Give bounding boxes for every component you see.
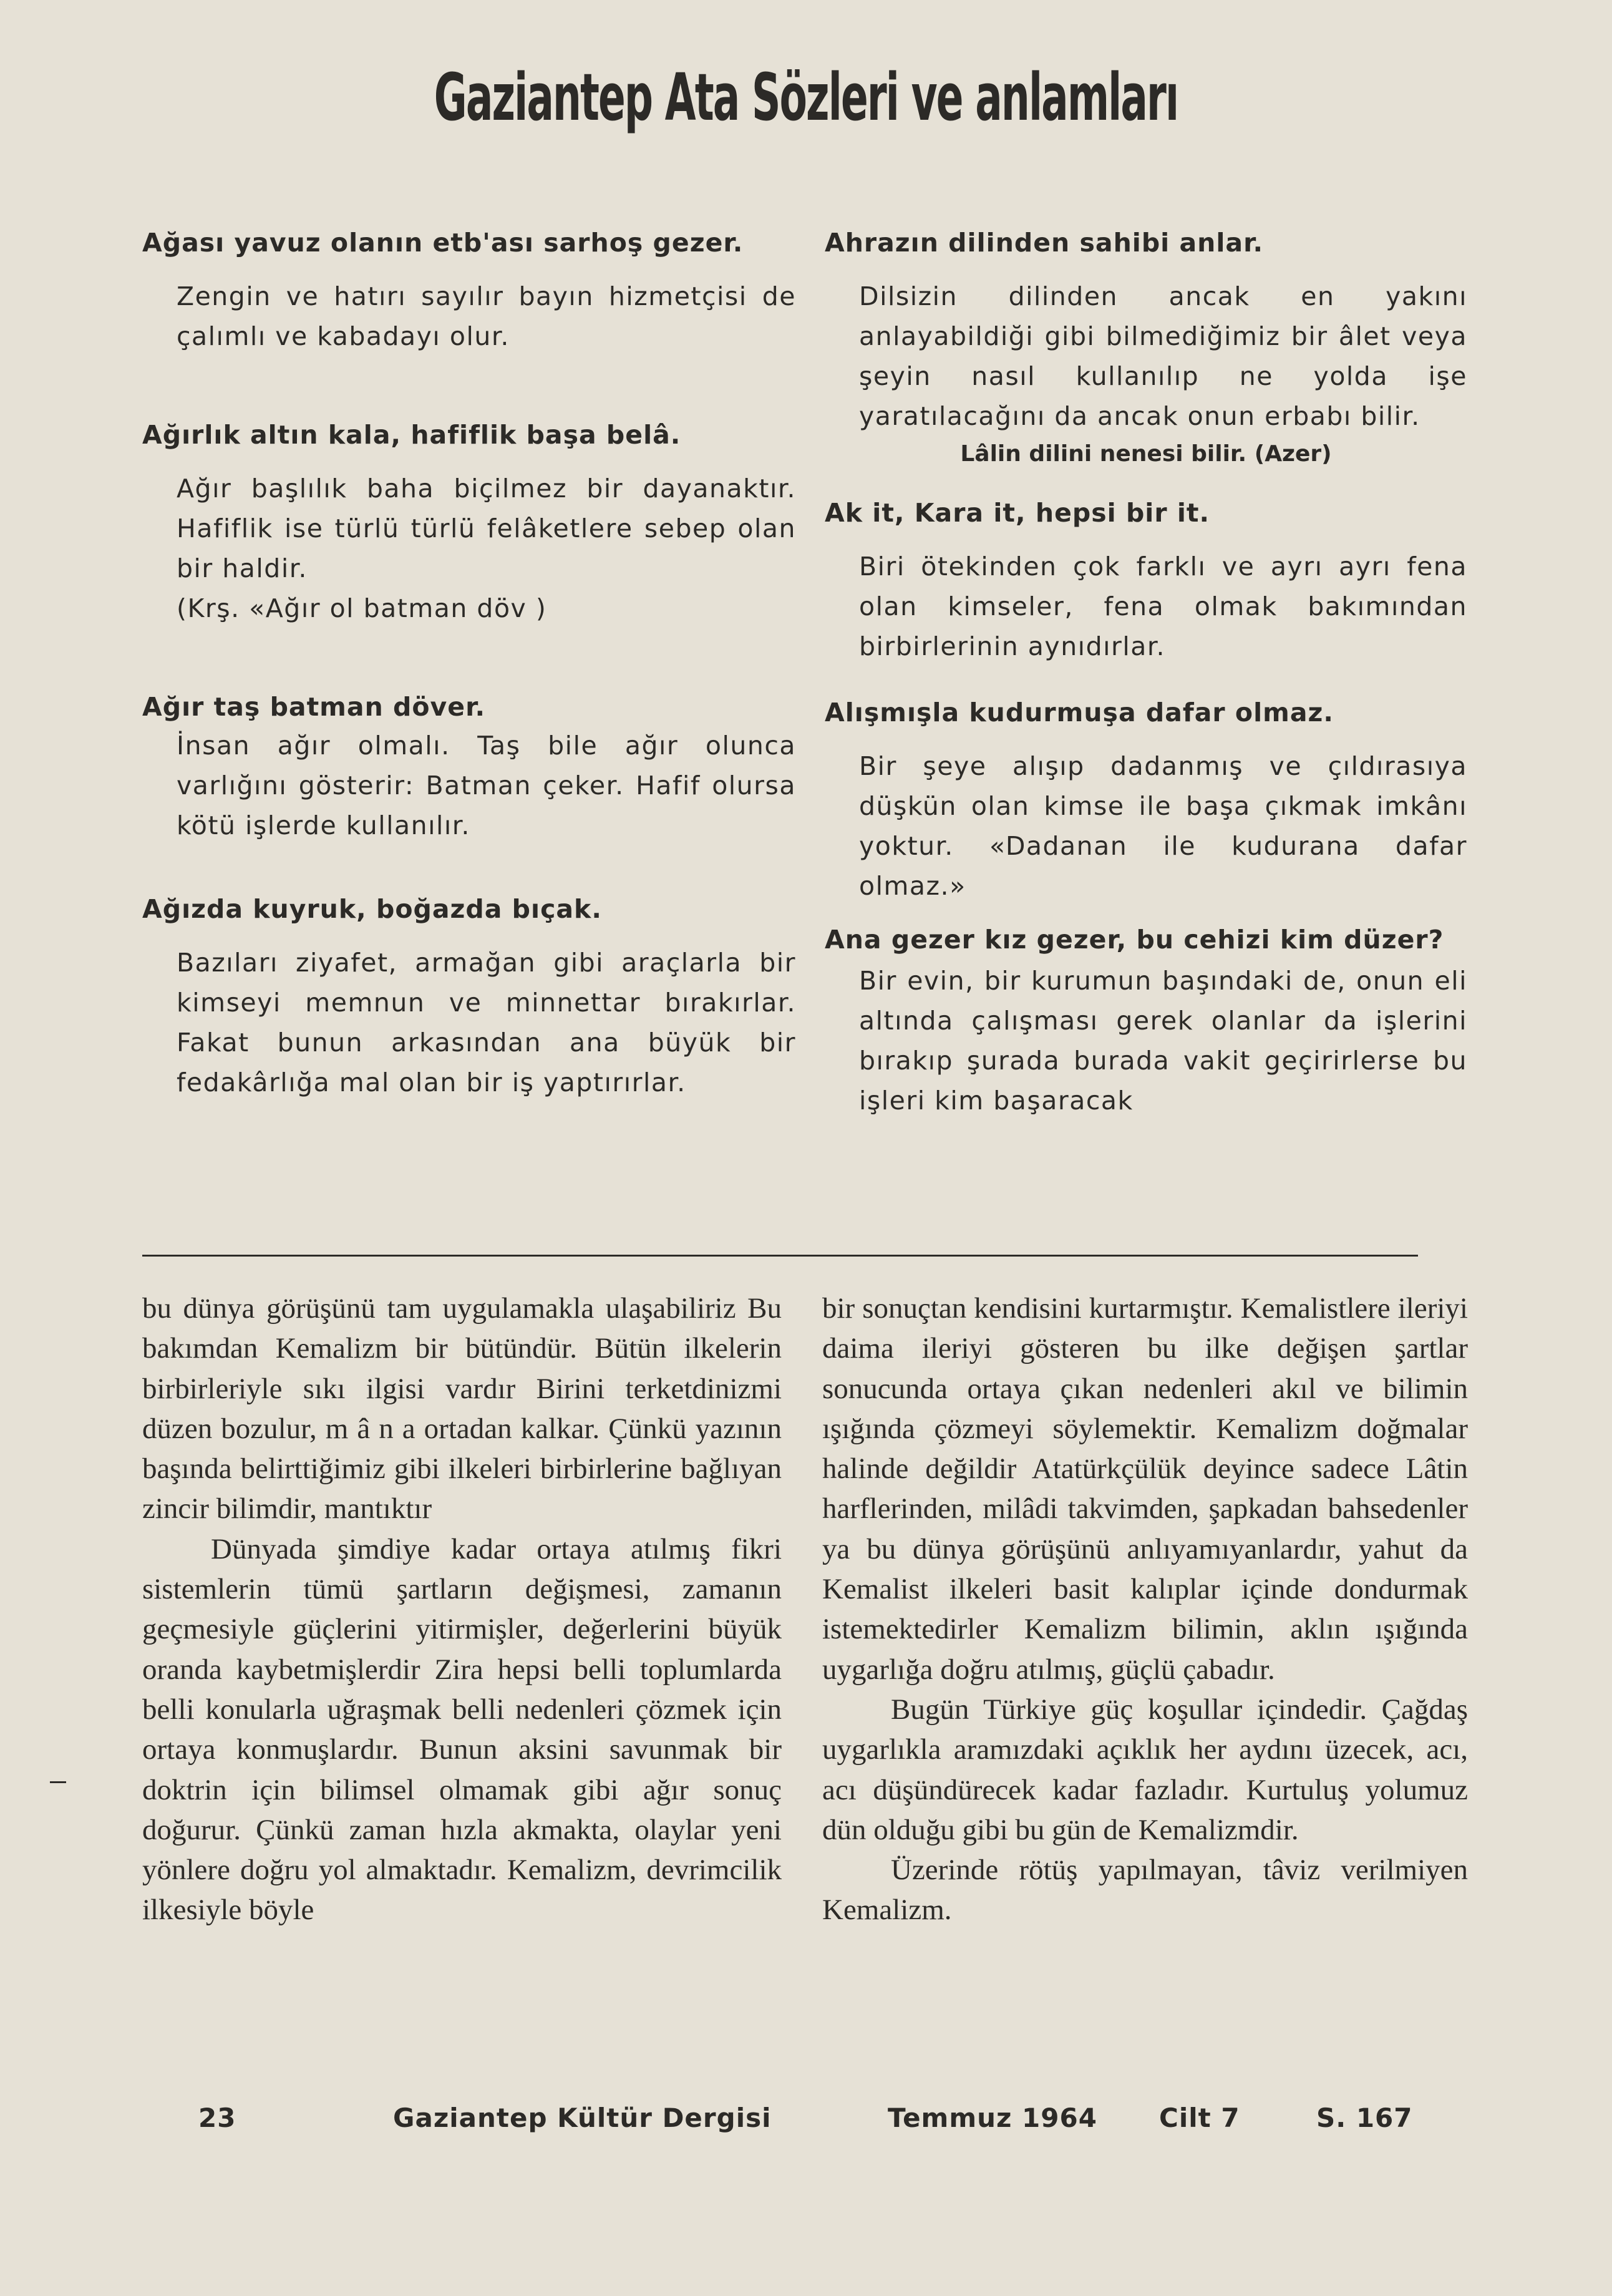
article-paragraph: bir sonuçtan kendisini kurtarmıştır. Kemalistlere ileriyi daima ileriyi gösteren bu ilke değişen şartlar sonucunda ortaya çıkan nedenleri akıl ve bilimin ışığında çözmeyi söylemektir. Kemalizm doğmalar halinde değildir Atatürkçülük deyince sadece Lâtin harflerinden, milâdi takvimden, şapkadan bahsedenler ya bu dünya görüşünü anlıyamıyanlardır, yahut da Kemalist ilkeleri basit kalıplar içinde dondurmak istemektedirler Kemalizm bilimin, aklın ışığında uygarlığa doğru atılmış, güçlü çabadır.: [822, 1292, 1468, 1686]
proverb-heading: Ağası yavuz olanın etb'ası sarhoş gezer.: [142, 228, 744, 258]
proverb-entry: [142, 692, 796, 845]
article-right-column: [822, 1288, 1468, 1930]
volume-number: Cilt 7: [1159, 2103, 1240, 2133]
issue-date: Temmuz 1964: [888, 2103, 1097, 2133]
proverb-entry: [142, 420, 796, 628]
proverb-meaning: İnsan ağır olmalı. Taş bile ağır olunca varlığını gösterir: Batman çeker. Hafif olursa kötü işlerde kullanılır.: [177, 731, 796, 840]
proverb-heading: Ak it, Kara it, hepsi bir it.: [825, 498, 1210, 528]
proverb-meaning: Bazıları ziyafet, armağan gibi araçlarla bir kimseyi memnun ve minnettar bırakırlar. Fakat bunun arkasından ana büyük bir fedakârlığa mal olan bir iş yaptırırlar.: [177, 948, 796, 1097]
article-left-column: [142, 1288, 782, 1930]
proverb-entry: [825, 228, 1467, 467]
proverb-heading: Alışmışla kudurmuşa dafar olmaz.: [825, 698, 1334, 727]
proverb-meaning: Bir evin, bir kurumun başındaki de, onun eli altında çalışması gerek olanlar da işlerini bırakıp şurada burada vakit geçirirlerse bu işleri kim başaracak: [859, 966, 1467, 1116]
margin-mark: [50, 1781, 66, 1783]
proverb-reference: Lâlin dilini nenesi bilir. (Azer): [960, 441, 1332, 467]
proverb-meaning: Dilsizin dilinden ancak en yakını anlayabildiği gibi bilmediğimiz bir âlet veya şeyin nasıl kullanılıp ne yolda işe yaratılacağını da ancak onun erbabı bilir.: [859, 281, 1467, 431]
proverbs-right-column: [825, 228, 1467, 1121]
proverb-heading: Ağır taş batman döver.: [142, 692, 486, 722]
proverb-entry: [142, 894, 796, 1102]
proverb-meaning: Zengin ve hatırı sayılır bayın hizmetçisi de çalımlı ve kabadayı olur.: [177, 281, 796, 351]
proverb-entry: [825, 925, 1467, 1121]
issue-number: S. 167: [1316, 2103, 1413, 2133]
proverb-meaning: Bir şeye alışıp dadanmış ve çıldırasıya düşkün olan kimse ile başa çıkmak imkânı yoktur. «Dadanan ile kudurana dafar olmaz.»: [859, 751, 1467, 901]
proverb-entry: [825, 698, 1467, 906]
proverb-meaning: Biri ötekinden çok farklı ve ayrı ayrı fena olan kimseler, fena olmak bakımından birbirlerinin aynıdırlar.: [859, 552, 1467, 661]
article-paragraph: Bugün Türkiye güç koşullar içindedir. Çağdaş uygarlıkla aramızdaki açıklık her aydını üzecek, acı, acı düşündürecek kadar fazladır. Kurtuluş yolumuz dün olduğu gibi bu gün de Kemalizmdir.: [822, 1693, 1468, 1846]
page-number: 23: [198, 2103, 236, 2133]
proverb-heading: Ağızda kuyruk, boğazda bıçak.: [142, 894, 602, 924]
proverb-cross-reference: (Krş. «Ağır ol batman döv ): [177, 593, 547, 623]
proverb-entry: [142, 228, 796, 356]
journal-name: Gaziantep Kültür Dergisi: [393, 2103, 772, 2133]
proverb-entry: [825, 498, 1467, 666]
proverb-heading: Ağırlık altın kala, hafiflik başa belâ.: [142, 420, 681, 450]
page-footer: [0, 2103, 1612, 2140]
proverb-heading: Ana gezer kız gezer, bu cehizi kim düzer?: [825, 925, 1444, 955]
article-paragraph: Dünyada şimdiye kadar ortaya atılmış fikri sistemlerin tümü şartların değişmesi, zamanın geçmesiyle güçlerini yitirmişler, değerlerini büyük oranda kaybetmişlerdir Zira hepsi belli toplumlarda belli konularla uğraşmak belli nedenleri çözmek için ortaya konmuşlardır. Bunun aksini savunmak bir doktrin için bilimsel olmamak gibi ağır sonuç doğurur. Çünkü zaman hızla akmakta, olaylar yeni yönlere doğru yol almaktadır. Kemalizm, devrimcilik ilkesiyle böyle: [142, 1532, 782, 1927]
article-paragraph: bu dünya görüşünü tam uygulamakla ulaşabiliriz Bu bakımdan Kemalizm bir bütündür. Bütün ilkelerin birbirleriyle sıkı ilgisi vardır Birini terketdinizmi düzen bozulur, m â n a ortadan kalkar. Çünkü yazının başında belirttiğimiz gibi ilkeleri birbirlerine bağlıyan zincir bilimdir, mantıktır: [142, 1292, 782, 1525]
proverb-meaning: Ağır başlılık baha biçilmez bir dayanaktır. Hafiflik ise türlü türlü felâketlere sebep olan bir haldir.: [177, 474, 796, 583]
page-title: Gaziantep Ata Sözleri ve anlamları: [434, 59, 1178, 135]
article-paragraph: Üzerinde rötüş yapılmayan, tâviz verilmiyen Kemalizm.: [822, 1854, 1468, 1927]
proverb-heading: Ahrazın dilinden sahibi anlar.: [825, 228, 1264, 258]
proverbs-left-column: [142, 228, 796, 1102]
section-divider: [142, 1255, 1418, 1257]
